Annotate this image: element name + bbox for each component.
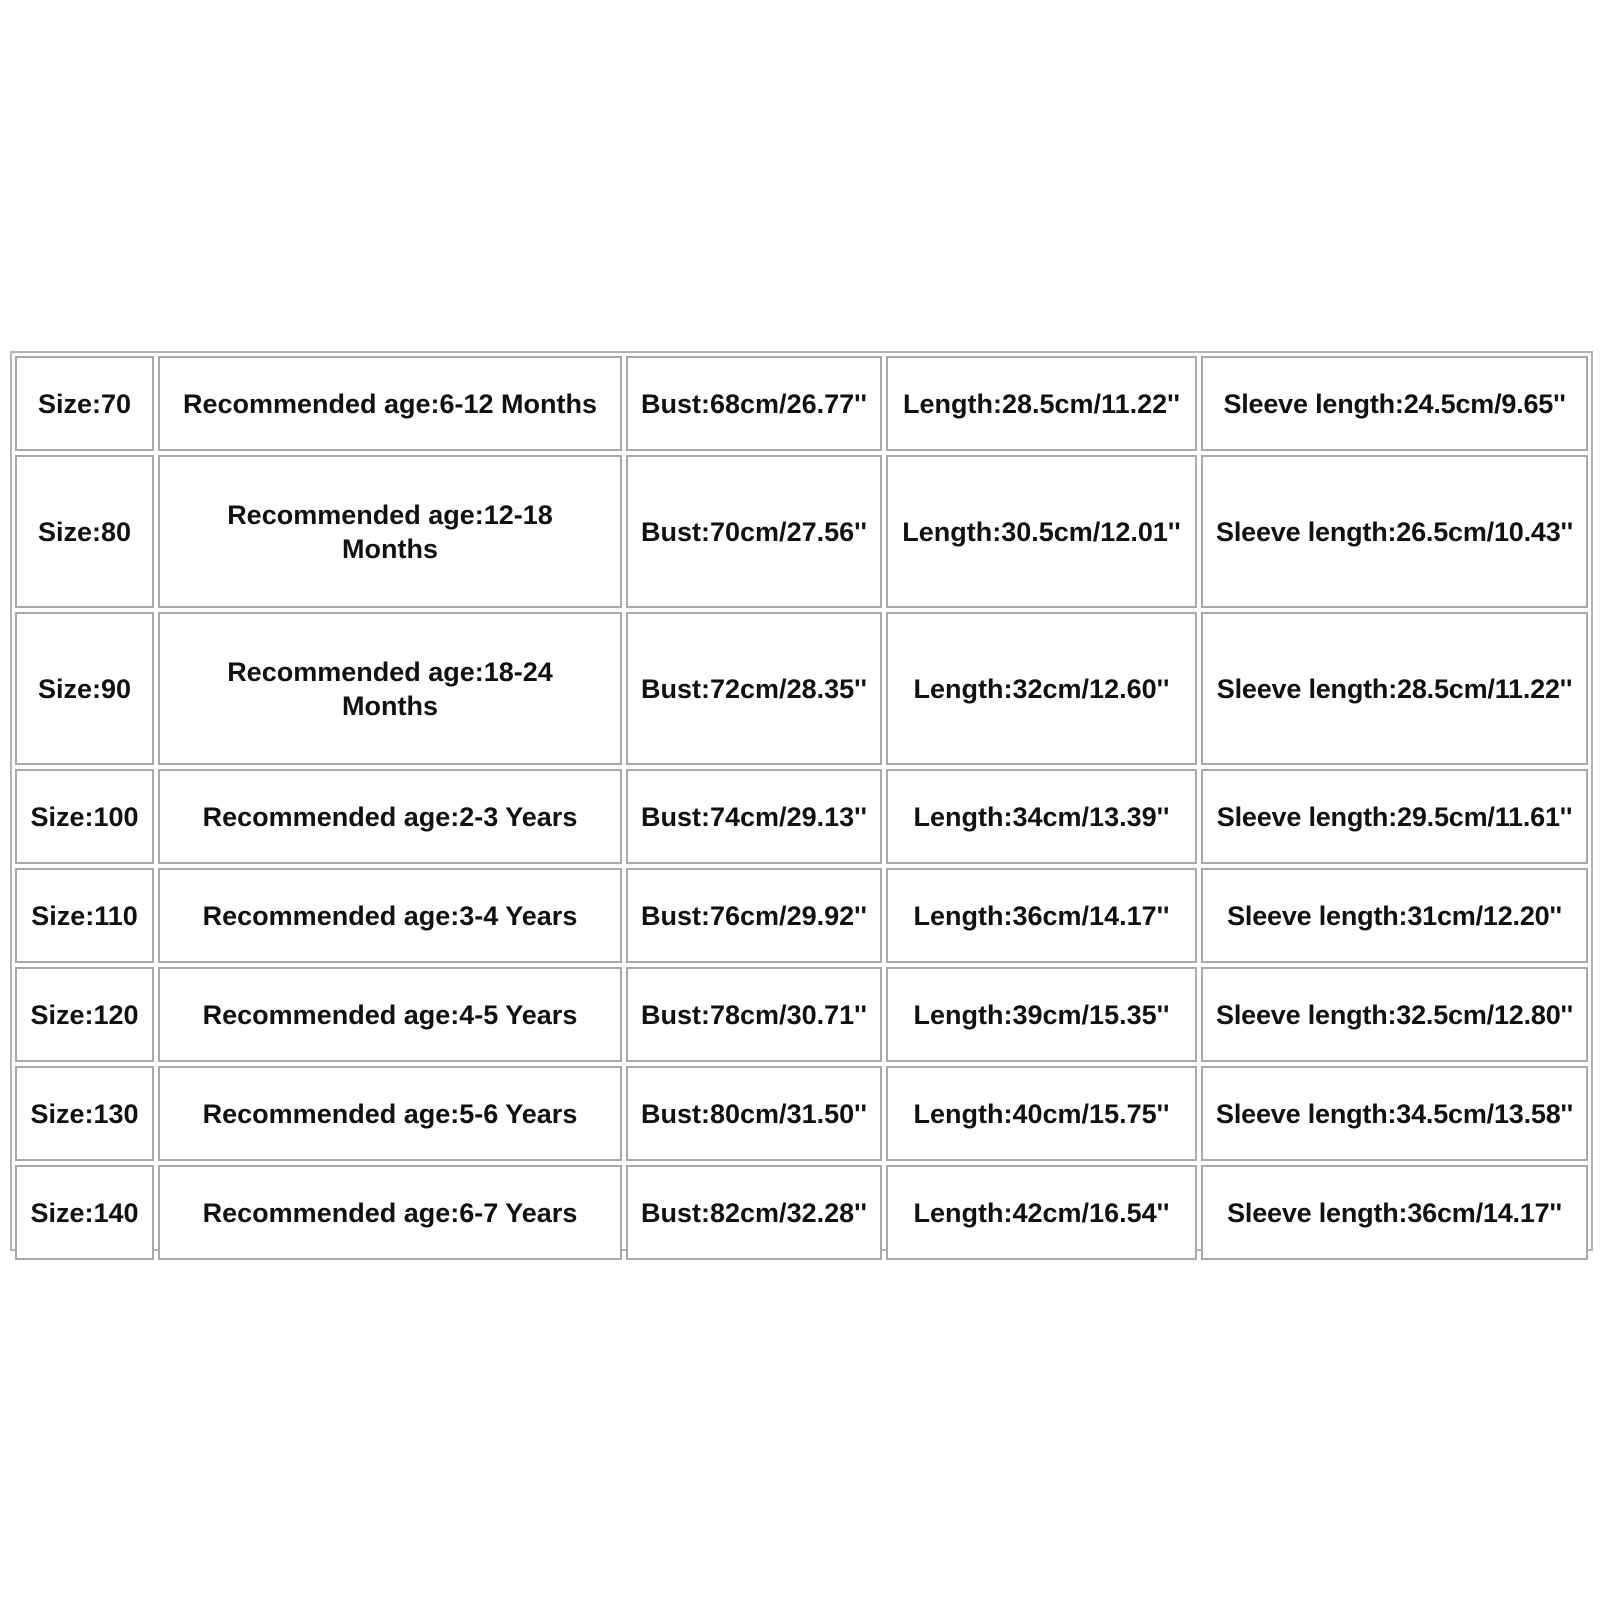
length-cell: Length:32cm/12.60'' [886,612,1197,765]
size-chart-table [10,351,1593,1251]
recommended-age-cell: Recommended age:3-4 Years [158,868,622,963]
recommended-age-cell: Recommended age:6-12 Months [158,356,622,451]
recommended-age-cell: Recommended age:18-24 Months [158,612,622,765]
length-cell: Length:34cm/13.39'' [886,769,1197,864]
sleeve-length-cell: Sleeve length:28.5cm/11.22'' [1201,612,1588,765]
bust-cell: Bust:74cm/29.13'' [626,769,882,864]
recommended-age-cell: Recommended age:2-3 Years [158,769,622,864]
length-cell: Length:40cm/15.75'' [886,1066,1197,1161]
sleeve-length-cell: Sleeve length:31cm/12.20'' [1201,868,1588,963]
size-cell: Size:120 [15,967,154,1062]
size-cell: Size:80 [15,455,154,608]
recommended-age-cell: Recommended age:4-5 Years [158,967,622,1062]
bust-cell: Bust:68cm/26.77'' [626,356,882,451]
size-cell: Size:140 [15,1165,154,1260]
bust-cell: Bust:82cm/32.28'' [626,1165,882,1260]
bust-cell: Bust:76cm/29.92'' [626,868,882,963]
length-cell: Length:30.5cm/12.01'' [886,455,1197,608]
bust-cell: Bust:72cm/28.35'' [626,612,882,765]
size-cell: Size:100 [15,769,154,864]
length-cell: Length:36cm/14.17'' [886,868,1197,963]
length-cell: Length:39cm/15.35'' [886,967,1197,1062]
sleeve-length-cell: Sleeve length:32.5cm/12.80'' [1201,967,1588,1062]
sleeve-length-cell: Sleeve length:36cm/14.17'' [1201,1165,1588,1260]
recommended-age-cell: Recommended age:6-7 Years [158,1165,622,1260]
length-cell: Length:28.5cm/11.22'' [886,356,1197,451]
bust-cell: Bust:80cm/31.50'' [626,1066,882,1161]
sleeve-length-cell: Sleeve length:26.5cm/10.43'' [1201,455,1588,608]
size-cell: Size:90 [15,612,154,765]
size-cell: Size:110 [15,868,154,963]
recommended-age-cell: Recommended age:12-18 Months [158,455,622,608]
sleeve-length-cell: Sleeve length:34.5cm/13.58'' [1201,1066,1588,1161]
sleeve-length-cell: Sleeve length:24.5cm/9.65'' [1201,356,1588,451]
size-cell: Size:130 [15,1066,154,1161]
sleeve-length-cell: Sleeve length:29.5cm/11.61'' [1201,769,1588,864]
recommended-age-cell: Recommended age:5-6 Years [158,1066,622,1161]
bust-cell: Bust:78cm/30.71'' [626,967,882,1062]
bust-cell: Bust:70cm/27.56'' [626,455,882,608]
size-cell: Size:70 [15,356,154,451]
length-cell: Length:42cm/16.54'' [886,1165,1197,1260]
